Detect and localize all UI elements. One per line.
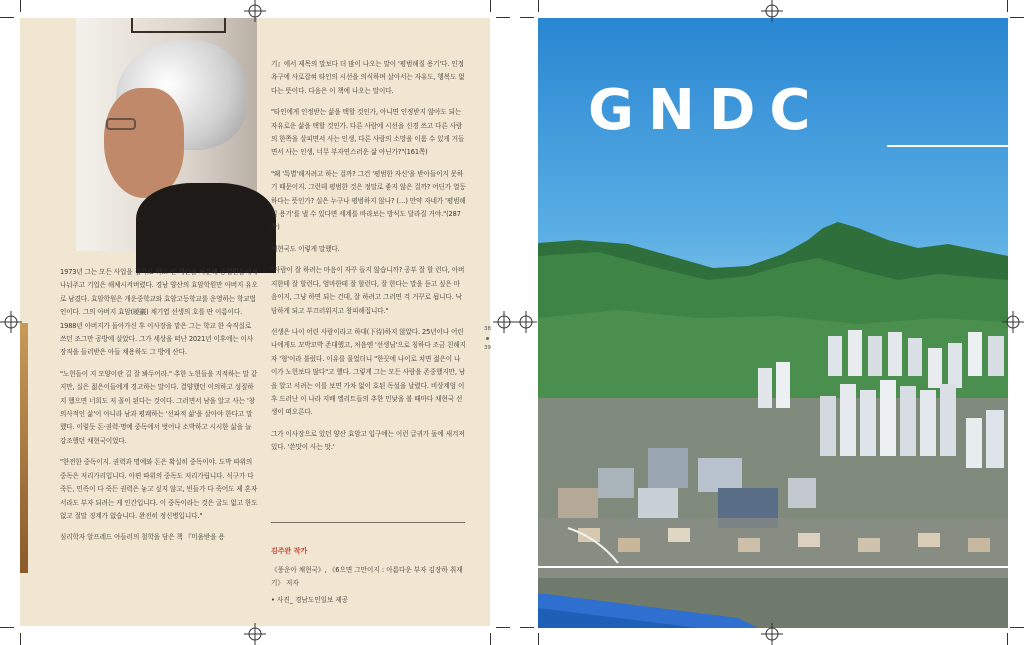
paragraph: 그가 이사장으로 있던 양산 효암고 입구에는 이런 글귀가 돌에 새겨져 있다. '쓴맛이 사는 맛.' bbox=[271, 429, 465, 452]
registration-mark-icon bbox=[244, 623, 266, 645]
right-page-photo bbox=[538, 18, 1008, 628]
portrait-photo bbox=[76, 18, 257, 251]
article-column-left bbox=[60, 266, 258, 553]
crop-mark bbox=[496, 627, 510, 628]
photo-credit: • 사진_ 경남도민일보 제공 bbox=[271, 596, 349, 604]
crop-mark bbox=[1007, 633, 1008, 645]
paragraph: 채현국도 이렇게 말했다. bbox=[271, 244, 340, 253]
crop-mark bbox=[490, 0, 491, 12]
article-column-right bbox=[271, 58, 466, 463]
registration-mark-icon bbox=[0, 311, 22, 333]
registration-mark-icon bbox=[244, 0, 266, 22]
section-title: GNDC bbox=[588, 78, 825, 143]
adjacent-photo-edge bbox=[20, 323, 28, 573]
crop-mark bbox=[0, 627, 14, 628]
registration-mark-icon bbox=[493, 311, 515, 333]
crop-mark bbox=[538, 0, 539, 12]
glasses bbox=[106, 118, 136, 130]
author-books: 《풍운아 채현국》, 《6으면 그만이지 : 아름다운 부자 김장하 취재기》 저자 bbox=[271, 566, 463, 588]
paragraph: 기』에서 제목의 말보다 더 많이 나오는 말이 '평범해질 용기'다. 인정욕구에 사로잡혀 타인의 시선을 의식하며 살아서는 자유도, 행복도 없다는 뜻이다. 다음은 이 책에 나오는 말이다. bbox=[271, 60, 465, 95]
crop-mark bbox=[20, 633, 21, 645]
left-page bbox=[20, 18, 490, 626]
paragraph: 심리학자 알프레드 아들러의 철학을 담은 책 『미움받을 용 bbox=[60, 533, 225, 542]
crop-mark bbox=[1010, 17, 1024, 18]
crop-mark bbox=[1007, 0, 1008, 12]
page-dot-icon bbox=[486, 337, 489, 340]
paragraph: "노헌들이 지 모양이란 길 잘 봐두어라." 추한 노헌들을 지적하는 말 같지만, 실은 젊은이들에게 경고하는 말이다. 결양했던 이의하고 성질하지 했으면 너희도 저 꼴이 된다는 것이다. 그러면서 남을 알고 사는 '창의사적인 삶'이 아니라 남과 평쾌하는 '선파적 삶'을 살아야 한다고 말했다. 이렇듯 돈·권력·명예 중독에서 벗어나 소박하고 시시한 삶을 늘 강조했던 채현국이었다. bbox=[60, 369, 258, 445]
registration-mark-icon bbox=[761, 0, 783, 22]
registration-mark-icon bbox=[1002, 311, 1024, 333]
registration-mark-icon bbox=[515, 311, 537, 333]
crop-mark bbox=[538, 633, 539, 645]
paragraph: 선생은 나이 어린 사람이라고 하대(下待)하지 않았다. 25년이나 어린 나에게도 꼬박꼬박 존대했고, 처음엔 '선생님'으로 칭하다 조금 친해지자 '형'이라 불렀다. 이유를 물었더니 "한끗에 나이로 치면 젊은이 나이가 노헌보다 많다"고 했다. 그렇게 그는 모든 사람을 존중했지만, 남을 알고 서려는 이를 보면 가차 없이 호된 독설을 날렸다. 비상계엄 이후 드러난 이 나라 지배 엘리트들의 추한 민낯을 볼 때마다 채현국 선생이 떠오른다. bbox=[271, 327, 466, 417]
crop-mark bbox=[520, 627, 534, 628]
quote-paragraph: "왜 '특별'해지려고 하는 걸까? 그건 '평범한 자신'을 받아들이지 못하기 때문이지. 그런데 평범한 것은 정말로 좋지 않은 걸까? 어딘가 열등하다는 뜻인가? 실은 누구나 평범하지 않나? (…) 만약 자네가 '평범해질 용기'를 낼 수 있다면 세계를 바라보는 방식도 달라질 거야."(287쪽) bbox=[271, 169, 466, 232]
quote-paragraph: "사람이 잘 하려는 마음이 자꾸 들지 않습니까? 공부 잘 할 런다, 아버지한테 잘 할런다, 엄마한테 잘 할런다, 잘 한다는 말을 듣고 싶은 마음이지, 그냥 하면 되는 건데, 잘 하려고 그러면 걱 거꾸로 됩니다. 낙담하게 되고 부끄러워지고 창피해집니다." bbox=[271, 266, 465, 315]
quote-paragraph: "한전한 중독이지. 권력과 명예와 돈은 확실히 중독이야. 도박 따위의 중독은 저리가리입니다. 아편 따위의 중독도 저리가립니다. 식구가 다 죽든, 민족이 다 죽든 권력은 놓고 싶지 않고, 빈들가 다 죽어도 제 혼자서라도 부자 되려는 게 인간입니다. 이 중독이라는 것은 굴도 없고 한도 없고 절말 징계가 없습니다. 완전히 정신병입니다." bbox=[60, 458, 258, 520]
crop-mark bbox=[496, 17, 510, 18]
bottom-rule bbox=[538, 566, 1008, 568]
page-number: 39 bbox=[484, 345, 491, 351]
quote-paragraph: "타인에게 인정받는 삶을 택할 것인가, 아니면 인정받지 않아도 되는 자유로운 삶을 택할 것인가. 다른 사람에 시선을 신경 쓰고 다른 사람의 한쪽을 살피면서 사는 인생, 다른 사람의 소망을 이룸 수 있게 거들면서 사는 인생, 너무 부자연스러운 삶 아닌가?"(161쪽) bbox=[271, 108, 465, 157]
crop-mark bbox=[490, 633, 491, 645]
crop-mark bbox=[20, 0, 21, 12]
title-rule bbox=[887, 145, 1008, 147]
paragraph: 1973년 그는 모든 사업을 접기로 하고 전 재산을 처분해 종업원들에게 나눠주고 기업은 해체시켜버렸다. 경남 양산의 효암학원만 아버지 유오로 남겼다. 효암학원은 개운중학교와 효암고등학교를 운영하는 학교법인이다. 그의 아버지 효암(曉巖) 채기엽 선생의 호를 딴 이름이다. 1988년 아버지가 돌아가신 후 이사장을 맡은 그는 학교 한 숙직실로 쓰던 조그만 공방에 살았다. 그가 세상을 떠난 2021년 이후에는 이사장직을 들러받은 아들 채용하도 그 방에 산다. bbox=[60, 268, 258, 357]
crop-mark bbox=[0, 17, 14, 18]
author-name: 김주완 작가 bbox=[271, 547, 308, 555]
page-number: 38 bbox=[484, 326, 491, 332]
page-numbers bbox=[484, 323, 491, 354]
registration-mark-icon bbox=[761, 623, 783, 645]
author-divider bbox=[271, 522, 465, 523]
crop-mark bbox=[520, 17, 534, 18]
picture-frame bbox=[131, 18, 226, 33]
crop-mark bbox=[1010, 627, 1024, 628]
